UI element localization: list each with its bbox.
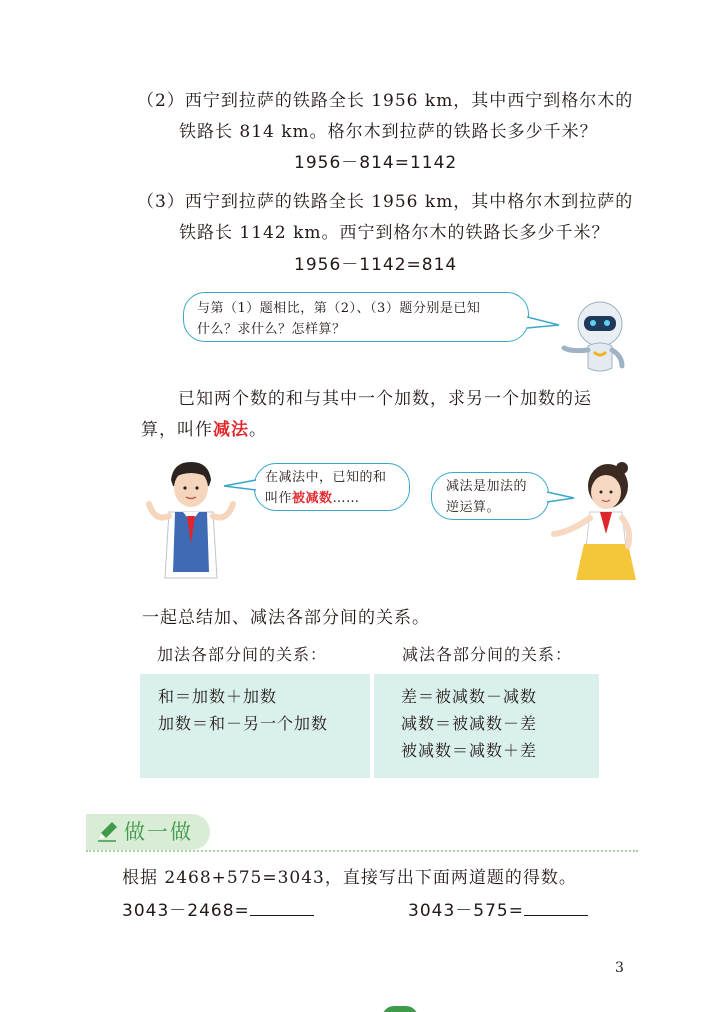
answer-blank-1[interactable] (250, 902, 314, 916)
boy-bubble-prefix: 叫作 (265, 491, 293, 506)
definition-suffix: 。 (249, 420, 267, 440)
practice-question-1-text: 3043－2468= (122, 901, 250, 921)
subtraction-relation-3: 被减数＝减数＋差 (401, 741, 538, 760)
pencil-icon (96, 820, 120, 842)
practice-question-2-text: 3043－575= (408, 901, 524, 921)
robot-speech-bubble (183, 292, 529, 342)
problem-3-line-2: 铁路长 1142 km。西宁到格尔木的铁路长多少千米？ (179, 223, 610, 243)
girl-bubble-line-2: 逆运算。 (446, 500, 501, 515)
girl-bubble-line-1: 减法是加法的 (446, 479, 528, 494)
girl-speech-bubble (431, 472, 549, 520)
practice-instruction: 根据 2468+575=3043，直接写出下面两道题的得数。 (122, 868, 577, 888)
practice-question-2 (408, 896, 588, 921)
addition-relation-1: 和＝加数＋加数 (158, 687, 278, 706)
addition-relation-2: 加数＝和－另一个加数 (158, 714, 329, 733)
robot-bubble-tail (527, 315, 561, 331)
addition-relations-heading: 加法各部分间的关系： (157, 645, 328, 664)
subtraction-relation-2: 减数＝被减数－差 (401, 714, 538, 733)
definition-prefix: 算，叫作 (141, 420, 213, 440)
answer-blank-2[interactable] (524, 902, 588, 916)
bottom-tab-decoration (382, 1006, 418, 1012)
practice-divider (86, 850, 638, 852)
robot-illustration (558, 296, 632, 374)
keyword-subtraction: 减法 (213, 420, 249, 440)
problem-2-line-1: （2）西宁到拉萨的铁路全长 1956 km，其中西宁到格尔木的 (137, 91, 634, 111)
practice-title: 做一做 (124, 820, 193, 844)
subtraction-relation-1: 差＝被减数－减数 (401, 687, 538, 706)
robot-bubble-line-1: 与第（1）题相比，第（2）、（3）题分别是已知 (197, 301, 481, 316)
boy-bubble-tail (222, 478, 258, 494)
summary-intro: 一起总结加、减法各部分间的关系。 (142, 608, 430, 628)
addition-relations-box (140, 674, 370, 778)
boy-bubble-suffix: …… (332, 491, 360, 506)
problem-2-equation: 1956－814=1142 (294, 153, 458, 173)
subtraction-relations-heading: 减法各部分间的关系： (402, 645, 573, 664)
robot-bubble-line-2: 什么？求什么？怎样算？ (197, 322, 346, 337)
problem-3-line-1: （3）西宁到拉萨的铁路全长 1956 km，其中格尔木到拉萨的 (137, 192, 634, 212)
boy-speech-bubble (254, 463, 410, 511)
girl-illustration (550, 462, 640, 582)
keyword-minuend: 被减数 (292, 491, 333, 506)
boy-bubble-line-1: 在减法中，已知的和 (265, 470, 387, 485)
page-number: 3 (615, 960, 624, 976)
definition-line-1: 已知两个数的和与其中一个加数，求另一个加数的运 (178, 389, 592, 409)
definition-line-2 (141, 415, 267, 440)
problem-2-line-2: 铁路长 814 km。格尔木到拉萨的铁路长多少千米？ (179, 122, 598, 142)
boy-bubble-line-2 (265, 488, 409, 509)
subtraction-relations-box (374, 674, 599, 778)
practice-question-1 (122, 896, 314, 921)
problem-3-equation: 1956－1142=814 (294, 255, 458, 275)
